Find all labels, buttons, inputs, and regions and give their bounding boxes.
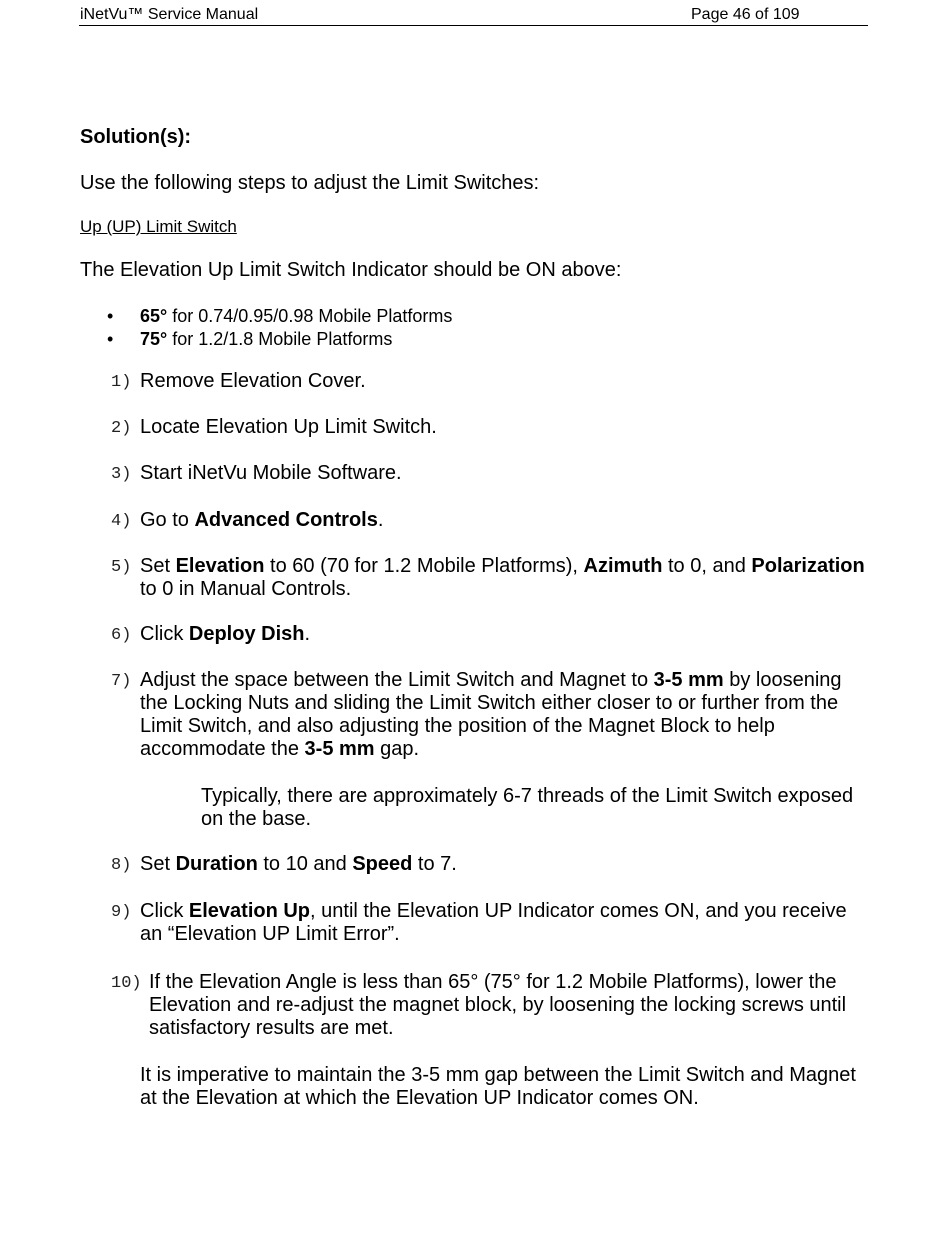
step-text: Click Elevation Up, until the Elevation UP Indicator comes ON, and you receive an “Elevation UP Limit Error”. bbox=[140, 900, 847, 945]
document-title: iNetVu™ Service Manual bbox=[80, 6, 259, 23]
step-text: Set Duration to 10 and Speed to 7. bbox=[140, 853, 457, 875]
step-text: Set Elevation to 60 (70 for 1.2 Mobile Platforms), Azimuth to 0, and Polarization to 0 in Manual Controls. bbox=[140, 555, 865, 600]
ui-term: Elevation Up bbox=[188, 900, 311, 922]
ui-term: Speed bbox=[352, 853, 413, 875]
page-header bbox=[79, 4, 868, 26]
step-number: 7) bbox=[111, 672, 132, 691]
bullet-icon: • bbox=[107, 306, 114, 326]
ui-term: Elevation bbox=[175, 555, 265, 577]
platform-text: for 0.74/0.95/0.98 Mobile Platforms bbox=[167, 306, 453, 326]
indicator-text: The Elevation Up Limit Switch Indicator should be ON above: bbox=[80, 259, 622, 281]
measurement: 3-5 mm bbox=[653, 669, 724, 691]
angle-value: 75° bbox=[140, 329, 168, 349]
step-text: Start iNetVu Mobile Software. bbox=[140, 462, 402, 484]
step-text: Adjust the space between the Limit Switch and Magnet to 3-5 mm by loosening the Locking Nuts and sliding the Limit Switch either closer to or further from the Limit Switch, and also adjusting the position of the Magnet Block to help accommodate the 3-5 mm gap. bbox=[140, 669, 842, 760]
step-text: Click Deploy Dish. bbox=[140, 623, 311, 645]
bullet-icon: • bbox=[107, 329, 114, 349]
step-text: If the Elevation Angle is less than 65° (75° for 1.2 Mobile Platforms), lower the Elevation and re-adjust the magnet block, by loosening the locking screws until satisfactory results are met. bbox=[149, 971, 847, 1039]
subsection-title: Up (UP) Limit Switch bbox=[80, 217, 237, 236]
step-text: Remove Elevation Cover. bbox=[140, 370, 366, 392]
note-gap: It is imperative to maintain the 3-5 mm gap between the Limit Switch and Magnet at the Elevation at which the Elevation UP Indicator comes ON. bbox=[140, 1064, 856, 1109]
step-text: Go to Advanced Controls. bbox=[140, 509, 384, 531]
step-number: 3) bbox=[111, 465, 132, 484]
step-number: 10) bbox=[111, 974, 142, 993]
ui-term: Advanced Controls bbox=[194, 509, 378, 531]
step-number: 8) bbox=[111, 856, 132, 875]
step-number: 9) bbox=[111, 903, 132, 922]
measurement: 3-5 mm bbox=[304, 738, 375, 760]
ui-term: Azimuth bbox=[583, 555, 663, 577]
note-threads: Typically, there are approximately 6-7 threads of the Limit Switch exposed on the base. bbox=[201, 785, 854, 830]
section-heading: Solution(s): bbox=[80, 126, 192, 148]
step-number: 6) bbox=[111, 626, 132, 645]
platform-text: for 1.2/1.8 Mobile Platforms bbox=[167, 329, 393, 349]
step-number: 5) bbox=[111, 558, 132, 577]
step-number: 4) bbox=[111, 512, 132, 531]
angle-value: 65° bbox=[140, 306, 168, 326]
ui-term: Polarization bbox=[751, 555, 865, 577]
step-number: 1) bbox=[111, 373, 132, 392]
step-number: 2) bbox=[111, 419, 132, 438]
page-number: Page 46 of 109 bbox=[691, 6, 800, 23]
ui-term: Deploy Dish bbox=[188, 623, 305, 645]
intro-text: Use the following steps to adjust the Limit Switches: bbox=[80, 172, 540, 194]
step-text: Locate Elevation Up Limit Switch. bbox=[140, 416, 437, 438]
ui-term: Duration bbox=[175, 853, 258, 875]
